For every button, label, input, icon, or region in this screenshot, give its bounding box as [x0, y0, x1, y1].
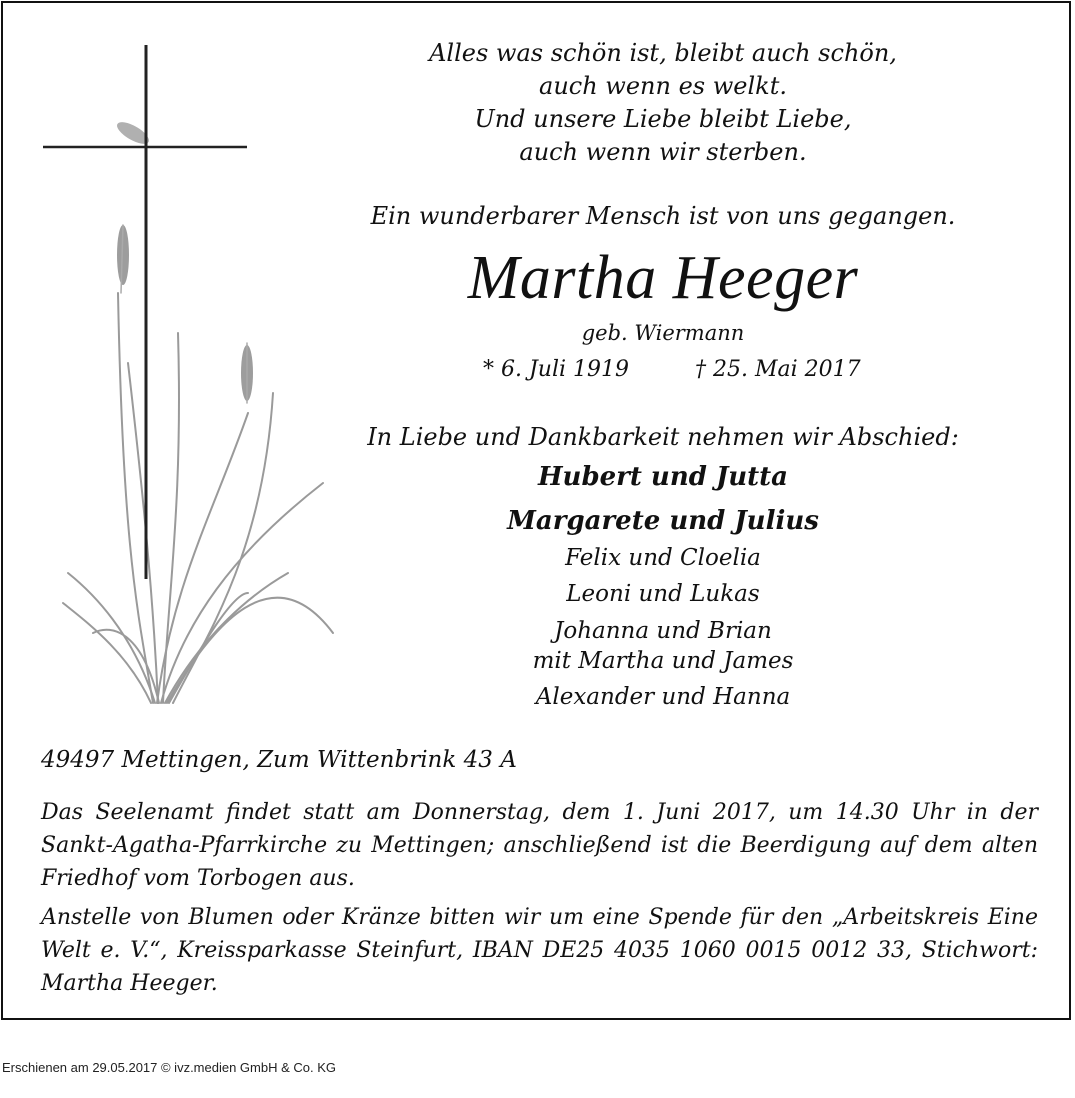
poem-line-2: auch wenn es welkt. — [539, 72, 787, 100]
mourner-5: Alexander und Hanna — [535, 684, 791, 710]
obituary-frame — [1, 1, 1071, 1020]
poem-line-3: Und unsere Liebe bleibt Liebe, — [474, 105, 852, 133]
address: 49497 Mettingen, Zum Wittenbrink 43 A — [41, 747, 517, 773]
service-info: Das Seelenamt findet statt am Donnerstag, dem 1. Juni 2017, um 14.30 Uhr in der Sankt-Agatha-Pfarrkirche zu Mettingen; anschließend ist die Beerdigung auf dem alten Friedhof vom Torbogen aus. — [41, 800, 1038, 891]
intro-text: Ein wunderbarer Mensch ist von uns gegangen. — [370, 202, 956, 230]
death-date: † 25. Mai 2017 — [695, 357, 861, 382]
mourner-bold-2: Margarete und Julius — [507, 506, 819, 536]
birth-name: geb. Wiermann — [581, 321, 745, 345]
life-dates — [483, 357, 861, 382]
mourner-3: Johanna und Brian — [554, 618, 772, 644]
poem-line-4: auch wenn wir sterben. — [519, 138, 807, 166]
cross-with-reeds-illustration — [33, 33, 353, 713]
publication-footer: Erschienen am 29.05.2017 © ivz.medien GmbH & Co. KG — [2, 1060, 337, 1075]
deceased-name: Martha Heeger — [467, 244, 859, 312]
mourner-1: Felix und Cloelia — [565, 545, 761, 571]
donation-info: Anstelle von Blumen oder Kränze bitten wir um eine Spende für den „Arbeitskreis Eine Welt e. V.“, Kreissparkasse Steinfurt, IBAN DE25 4035 1060 0015 0012 33, Stichwort: Martha Heeger. — [41, 905, 1038, 996]
farewell-text: In Liebe und Dankbarkeit nehmen wir Abschied: — [367, 423, 959, 451]
mourner-bold-1: Hubert und Jutta — [537, 462, 789, 492]
poem-line-1: Alles was schön ist, bleibt auch schön, — [429, 39, 897, 67]
mourner-4: mit Martha und James — [532, 648, 794, 674]
mourner-2: Leoni und Lukas — [566, 581, 760, 607]
birth-date: * 6. Juli 1919 — [483, 357, 630, 382]
